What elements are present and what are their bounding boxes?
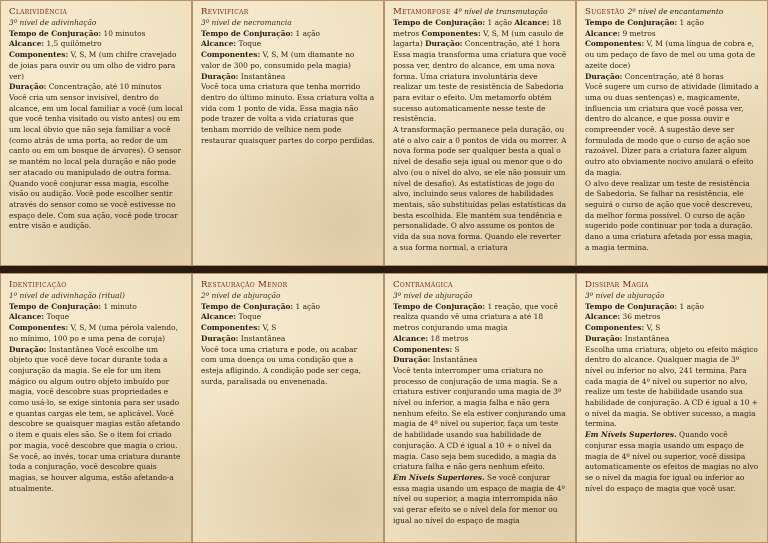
field-duration: [393, 355, 567, 366]
field-components: [201, 323, 375, 334]
field-range: [393, 334, 567, 345]
spell-school-level: 3º nível de abjuração: [585, 291, 665, 300]
spell-heading: [393, 7, 567, 18]
field-label: Duração:: [393, 355, 431, 365]
field-label: Duração:: [425, 39, 463, 49]
field-label: Componentes:: [201, 323, 261, 333]
spell-card-metamorfose: [384, 0, 576, 266]
spell-card-sugestao: [576, 0, 768, 266]
field-label: Alcance:: [514, 18, 550, 27]
field-label: Tempo de Conjuração:: [585, 301, 678, 311]
spell-title: Identificação: [9, 280, 67, 290]
field-label: Tempo de Conjuração:: [585, 18, 678, 27]
field-value: Instantânea: [432, 355, 478, 365]
field-components: [9, 323, 183, 344]
field-value: 36 metros: [622, 312, 661, 322]
field-label: Duração:: [9, 344, 47, 354]
field-value: Toque: [238, 312, 262, 322]
field-components: [393, 345, 567, 356]
spell-title: Clarividência: [9, 7, 68, 17]
field-value: 1 reação, que você realiza quando vê uma criatura a até 18 metros conjurando uma magia: [393, 301, 558, 333]
field-label: Componentes:: [421, 28, 481, 38]
spell-description: Você sugere um curso de atividade (limitado a uma ou duas sentenças) e, magicamente, influencia um criatura que você possa ver, dentro do alcance, e que possa ouvir e compreender você. A sugestão deve ser formulada de modo que o curso de ação soe razoável. Dizer para a criatura fazer algum outro ato obviamente nocivo anulará o efeito da magia.: [585, 82, 759, 177]
spell-description: Você tenta interromper uma criatura no processo de conjuração de uma magia. Se a criatura estiver conjurando uma magia de 3º nível ou inferior, a magia falha e não gera nenhum efeito. Se ela estiver conjurando uma magia de 4º nível ou superior, faça um teste de habilidade usando sua habilidade de conjuração. A CD é igual a 10 + o nível da magia. Caso seja bem sucedido, a magia da criatura falha e não gera nenhum efeito.: [393, 365, 566, 472]
field-duration: [201, 334, 375, 345]
field-label: Alcance:: [201, 312, 237, 322]
spell-card-revivificar: [192, 0, 384, 266]
field-components: [585, 39, 759, 71]
field-value: Instantânea Você escolhe um objeto que você deve tocar durante toda a conjuração da magia. Se ele for um item mágico ou algum outro objeto imbuído por magia, você descobre suas propriedades e como usá-lo, se exige sintonia para ser usado e quantas cargas ele tem, se aplicável. Você descobre se quaisquer magias estão afetando o item e quais eles são. Se o item foi criado por magia, você descobre que magia o criou. Se você, ao invés, tocar uma criatura durante toda a conjuração, você descobre quais magias, se houver alguma, estão afetando-a atualmente.: [9, 344, 181, 493]
field-value: V, S: [646, 323, 661, 333]
field-range: [585, 312, 759, 323]
field-components: [9, 50, 183, 82]
field-label: Duração:: [201, 71, 239, 81]
field-duration: [201, 72, 375, 83]
field-label: Tempo de Conjuração:: [393, 301, 486, 311]
spell-heading: [585, 7, 759, 18]
spell-title: Restauração Menor: [201, 280, 288, 290]
higher-levels-text: Se você conjurar essa magia usando um espaço de magia de 4º nível ou superior, a magia interrompida não vai gerar efeito se o nível dela for menor ou igual ao nível do espaço de magia: [393, 472, 565, 525]
field-label: Tempo de Conjuração:: [9, 28, 102, 38]
field-duration: [9, 82, 183, 93]
spell-card-clarividencia: [0, 0, 192, 266]
field-value: 10 minutos: [103, 28, 146, 38]
field-range: [201, 312, 375, 323]
field-duration: [585, 72, 759, 83]
spell-description: Você toca uma criatura que tenha morrido dentro do último minuto. Essa criatura volta a vida com 1 ponto de vida. Essa magia não pode trazer de volta a vida criaturas que tenham morrido de velhice nem pode restaurar quaisquer partes do corpo perdidas.: [201, 82, 375, 145]
spell-card-dissipar-magia: [576, 273, 768, 543]
field-value: V, S, M (um casulo de lagarta): [393, 28, 564, 49]
field-value: 1 ação: [295, 28, 320, 38]
spell-school-level: 2º nível de abjuração: [201, 291, 281, 300]
field-label: Alcance:: [201, 39, 237, 49]
spell-stats: [393, 18, 567, 125]
field-label: Componentes:: [9, 50, 69, 60]
field-label: Alcance:: [393, 333, 429, 343]
spell-description: O alvo deve realizar um teste de resistência de Sabedoria. Se falhar na resistência, ele seguirá o curso de ação que você descreveu, da melhor forma possível. O curso de ação sugerido pode continuar por toda a duração. dano a uma criatura afetada por essa magia, a magia termina.: [585, 178, 753, 252]
field-label: Componentes:: [585, 323, 645, 333]
higher-levels-label: Em Níveis Superiores.: [393, 472, 485, 482]
spell-school-level: 1º nível de adivinhação (ritual): [9, 291, 125, 300]
field-value: V, S, M (uma pérola valendo, no mínimo, 100 po e uma pena de coruja): [9, 323, 178, 343]
field-value: 1 ação: [679, 301, 704, 311]
field-value: V, S, M (um diamante no valor de 300 po, consumido pela magia): [201, 50, 355, 70]
field-duration: [585, 334, 759, 345]
field-value: Instantânea: [240, 71, 286, 81]
spell-description: Essa magia transforma uma criatura que você possa ver, dentro do alcance, em uma nova forma. Uma criatura involuntária deve realizar um teste de resistência de Sabedoria para evitar o efeito. Um metamorfo obtém sucesso automaticamente nesse teste de resistência.: [393, 50, 567, 124]
spell-title: Revivificar: [201, 7, 249, 17]
field-casting-time: [393, 302, 567, 334]
field-value: 1 ação: [295, 301, 320, 311]
higher-levels: [393, 473, 567, 527]
field-label: Duração:: [9, 82, 47, 92]
higher-levels: [585, 430, 759, 494]
spell-school-level: 3º nível de adivinhação: [9, 18, 97, 27]
field-value: Concentração, até 8 horas: [624, 71, 724, 81]
field-value: 9 metros: [622, 28, 656, 38]
field-components: [585, 323, 759, 334]
field-casting-time: [585, 302, 759, 313]
field-label: Duração:: [201, 333, 239, 343]
field-duration: [9, 345, 183, 495]
field-value: Instantânea: [240, 333, 286, 343]
field-casting-time: [201, 29, 375, 40]
spell-school-level: 3º nível de necromancia: [201, 18, 292, 27]
field-range: [9, 312, 183, 323]
field-casting-time: [9, 29, 183, 40]
field-label: Componentes:: [585, 39, 645, 49]
field-value: Concentração, até 10 minutos: [48, 82, 162, 92]
spell-description: A transformação permanece pela duração, ou até o alvo cair a 0 pontos de vida ou morrer. A nova forma pode ser qualquer besta a qual o nível de desafio seja igual ou menor que o do alvo (ou o nível do alvo, se ele não possuir um nível de desafio). As estatísticas de jogo do alvo, incluindo seus valores de habilidades mentais, são substituídas pelas estatísticas da besta escolhida. Ele mantém sua tendência e personalidade. O alvo assume os pontos de vida da sua nova forma. Quando ele reverter a sua forma normal, a criatura: [393, 125, 567, 252]
field-label: Alcance:: [9, 312, 45, 322]
field-casting-time: [201, 302, 375, 313]
spell-school-level: 4º nível de transmutação: [453, 7, 548, 16]
field-casting-time: [585, 18, 759, 29]
spell-card-restauracao-menor: [192, 273, 384, 543]
spell-school-level: 3º nível de abjuração: [393, 291, 473, 300]
field-value: 1 ação: [487, 18, 512, 27]
field-label: Tempo de Conjuração:: [201, 301, 294, 311]
field-casting-time: [9, 302, 183, 313]
field-value: Toque: [238, 39, 262, 49]
field-value: V, S: [262, 323, 277, 333]
spell-title: Metamorfose: [393, 7, 451, 17]
field-value: 1,5 quilômetro: [46, 39, 102, 49]
field-value: V, M (uma língua de cobra e, ou um pedaço de favo de mel ou uma gota de azeite doce): [585, 39, 756, 70]
spell-description: Você toca uma criatura e pode, ou acabar com uma doença ou uma condição que a esteja afligindo. A condição pode ser cega, surda, paralisada ou envenenada.: [201, 344, 362, 386]
field-value: 18 metros: [430, 333, 469, 343]
field-value: Concentração, até 1 hora: [464, 39, 560, 49]
field-value: V, S, M (um chifre cravejado de joias para ouvir ou um olho de vidro para ver): [9, 50, 177, 81]
field-value: S: [454, 344, 460, 354]
field-value: Instantânea: [624, 333, 670, 343]
spell-card-contramagica: [384, 273, 576, 543]
field-label: Alcance:: [9, 39, 45, 49]
spell-title: Dissipar Magia: [585, 280, 649, 290]
spell-description: Quando você conjurar essa magia, escolhe visão ou audição. Você pode escolher sentir através do sensor como se você estivesse no espaço dele. Com sua ação, você pode trocar entre visão e audição.: [9, 178, 178, 231]
field-label: Tempo de Conjuração:: [9, 301, 102, 311]
field-label: Tempo de Conjuração:: [201, 28, 294, 38]
field-label: Componentes:: [9, 323, 69, 333]
field-label: Componentes:: [393, 344, 453, 354]
field-label: Tempo de Conjuração:: [393, 18, 486, 27]
higher-levels-label: Em Níveis Superiores.: [585, 430, 677, 440]
field-value: 1 ação: [679, 18, 704, 27]
field-range: [585, 29, 759, 40]
spell-card-identificacao: [0, 273, 192, 543]
spell-school-level: 2º nível de encantamento: [627, 7, 724, 16]
field-value: 18 metros: [393, 18, 562, 38]
field-components: [201, 50, 375, 71]
field-label: Componentes:: [201, 50, 261, 60]
field-value: Toque: [46, 312, 70, 322]
field-range: [201, 39, 375, 50]
field-label: Duração:: [585, 333, 623, 343]
field-label: Duração:: [585, 71, 623, 81]
spell-description: Você cria um sensor invisível, dentro do alcance, em um local familiar a você (um local que você tenha visitado ou visto antes) ou em um local óbvio que não seja familiar a você (como atrás de uma porta, ao redor de um canto ou em um bosque de árvores). O sensor se mantém no local pela duração e não pode ser atacado ou manipulado de outra forma.: [9, 92, 183, 177]
field-label: Alcance:: [585, 312, 621, 322]
spell-title: Sugestão: [585, 7, 625, 17]
spell-description: Escolha uma criatura, objeto ou efeito mágico dentro do alcance. Qualquer magia de 3º nível ou inferior no alvo, 241 termina. Para cada magia de 4º nível ou superior no alvo, realize um teste de habilidade usando sua habilidade de conjuração. A CD é igual a 10 + o nível da magia. Se obtiver sucesso, a magia termina.: [585, 344, 758, 429]
field-range: [9, 39, 183, 50]
field-value: 1 minuto: [103, 301, 137, 311]
higher-levels-text: Quando você conjurar essa magia usando um espaço de magia de 4º nível ou superior, você dissipa automaticamente os efeitos de magias no alvo se o nível da magia for igual ou inferior ao nível do espaço de magia que você usar.: [585, 430, 759, 493]
field-label: Alcance:: [585, 28, 621, 38]
spell-title: Contramágica: [393, 280, 453, 290]
